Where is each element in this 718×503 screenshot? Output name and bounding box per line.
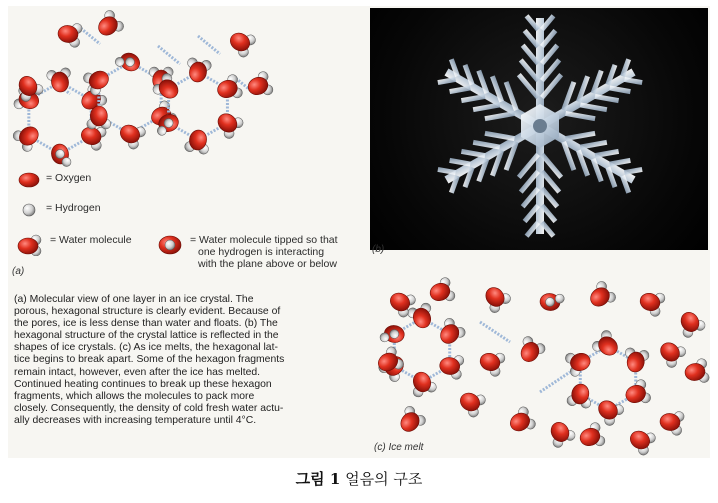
water-molecule xyxy=(636,287,666,317)
water-molecule xyxy=(214,73,244,103)
caption xyxy=(14,294,336,427)
water-molecule xyxy=(13,71,45,103)
water-molecule xyxy=(212,107,245,140)
caption-line: remain intact, however, even after the ice has melted. xyxy=(14,366,261,378)
panel-a xyxy=(8,6,360,288)
snowflake-image xyxy=(370,8,708,250)
panel-c xyxy=(370,262,710,458)
water-molecule xyxy=(455,387,487,419)
panel-b-label: (b) xyxy=(372,244,385,255)
water-molecule xyxy=(585,279,618,312)
water-molecule xyxy=(564,347,594,377)
caption-line: Continued heating continues to break up these hexagon xyxy=(14,378,272,390)
legend-tipped-molecule xyxy=(156,234,338,270)
panel-c-label: (c) Ice melt xyxy=(374,442,424,453)
water-molecule xyxy=(115,119,147,151)
water-molecule xyxy=(225,27,257,59)
hydrogen-bond xyxy=(480,322,510,342)
caption-line: closely. Consequently, the density of cold fresh water actu- xyxy=(14,402,284,414)
water-molecule xyxy=(93,8,126,41)
water-molecule xyxy=(576,421,606,451)
legend-oxygen-label: = Oxygen xyxy=(46,172,92,184)
caption-line: porous, hexagonal structure is clearly evident. Because of xyxy=(14,306,281,318)
figure-caption xyxy=(0,468,718,489)
water-molecule xyxy=(426,276,456,306)
water-molecule xyxy=(114,48,143,75)
water-molecule xyxy=(184,57,212,84)
water-molecule xyxy=(590,328,623,361)
water-molecule xyxy=(476,347,506,377)
water-molecule xyxy=(407,368,437,398)
water-molecule xyxy=(566,382,594,409)
water-molecule xyxy=(675,307,707,339)
legend-tipped-label xyxy=(190,234,338,270)
hydrogen-bond xyxy=(198,36,220,54)
water-molecule xyxy=(683,358,710,386)
water-molecule xyxy=(515,335,547,367)
water-molecule xyxy=(593,394,626,427)
caption-line: ally decreases with increasing temperature until 4°C. xyxy=(14,414,257,426)
legend-water-molecule-label: = Water molecule xyxy=(50,234,132,246)
water-molecule xyxy=(379,323,405,345)
legend-tipped-line-2: one hydrogen is interacting xyxy=(198,246,325,258)
figure xyxy=(8,6,710,458)
water-molecule xyxy=(622,347,650,374)
water-molecule xyxy=(50,143,72,169)
caption-line: hexagonal structure of the crystal lattice is reflected in the xyxy=(14,330,279,342)
hydrogen-atom-icon xyxy=(16,202,42,218)
caption-line: the pores, ice is less dense than water and floats. (b) The xyxy=(14,318,278,330)
water-molecule xyxy=(655,336,688,369)
water-molecule xyxy=(82,65,114,97)
water-molecule xyxy=(46,67,74,94)
water-molecule xyxy=(244,70,274,100)
water-molecule xyxy=(87,106,111,129)
water-molecule xyxy=(505,405,537,437)
oxygen-atom-icon xyxy=(16,172,42,188)
snowflake-photo xyxy=(370,8,708,250)
hydrogen-bond xyxy=(158,46,180,64)
caption-line: (a) Molecular view of one layer in an ice crystal. The xyxy=(14,294,254,305)
water-molecule xyxy=(658,408,685,436)
figure-number: 그림 1 xyxy=(295,470,341,488)
caption-line: tice begins to break apart. Some of the hexagon fragments xyxy=(14,354,285,366)
panel-a-label: (a) xyxy=(12,266,25,277)
water-molecule xyxy=(625,425,657,457)
ice-melt-diagram xyxy=(370,262,710,458)
legend-tipped-line-3: with the plane above or below xyxy=(198,258,337,270)
water-molecule xyxy=(622,378,652,408)
water-molecule xyxy=(479,282,512,315)
tipped-water-molecule-icon xyxy=(156,234,186,256)
figure-title: 얼음의 구조 xyxy=(345,470,423,488)
water-molecule-icon xyxy=(16,234,46,256)
caption-line: fragments, which allows the molecules to pack more xyxy=(14,390,255,402)
legend-oxygen xyxy=(16,172,91,188)
water-molecule xyxy=(406,302,436,332)
legend-hydrogen-label: = Hydrogen xyxy=(46,202,101,214)
water-molecule xyxy=(394,404,427,437)
legend-hydrogen xyxy=(16,202,101,218)
water-molecule xyxy=(545,417,577,449)
caption-line: shapes of ice crystals. (c) As ice melts, the hexagonal lat- xyxy=(14,342,278,354)
legend-tipped-line-1: = Water molecule tipped so that xyxy=(190,234,338,246)
water-molecule xyxy=(56,20,83,48)
water-molecule xyxy=(434,316,467,349)
water-molecule xyxy=(184,128,212,155)
hydrogen-bond xyxy=(540,372,570,392)
legend-water-molecule xyxy=(16,234,132,256)
water-molecule xyxy=(539,291,565,313)
